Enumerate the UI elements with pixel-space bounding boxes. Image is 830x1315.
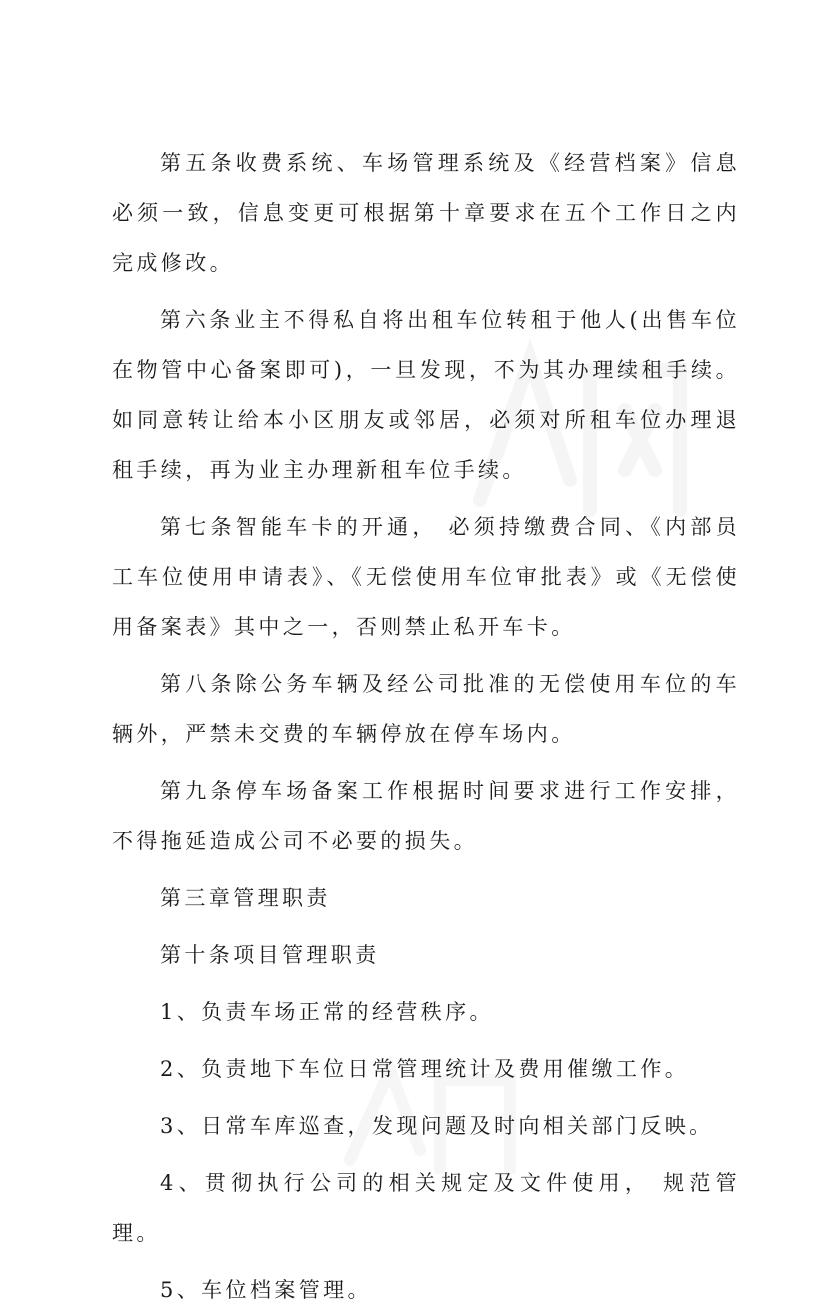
article-6-paragraph: 第六条业主不得私自将出租车位转租于他人(出售车位在物管中心备案即可)，一旦发现，不为其办理续租手续。如同意转让给本小区朋友或邻居，必须对所租车位办理退租手续，再为业主办理新租车位手续。 xyxy=(112,308,740,482)
duty-item-4: 4、贯彻执行公司的相关规定及文件使用， 规范管理。 xyxy=(112,1171,740,1245)
article-8-paragraph: 第八条除公务车辆及经公司批准的无偿使用车位的车辆外，严禁未交费的车辆停放在停车场内。 xyxy=(112,672,740,746)
article-5-paragraph: 第五条收费系统、车场管理系统及《经营档案》信息必须一致，信息变更可根据第十章要求在五个工作日之内完成修改。 xyxy=(112,151,740,275)
document-body xyxy=(112,138,740,1315)
duty-item-1: 1、负责车场正常的经营秩序。 xyxy=(160,1000,494,1024)
chapter-3-heading: 第三章管理职责 xyxy=(160,886,331,910)
duty-item-5: 5、车位档案管理。 xyxy=(160,1278,372,1302)
article-7-paragraph: 第七条智能车卡的开通， 必须持缴费合同、《内部员工车位使用申请表》、《无偿使用车位审批表》或《无偿使用备案表》其中之一，否则禁止私开车卡。 xyxy=(112,515,740,639)
duty-item-2: 2、负责地下车位日常管理统计及费用催缴工作。 xyxy=(160,1057,690,1081)
article-10-heading: 第十条项目管理职责 xyxy=(160,943,380,967)
duty-item-3: 3、日常车库巡查，发现问题及时向相关部门反映。 xyxy=(160,1114,714,1138)
article-9-paragraph: 第九条停车场备案工作根据时间要求进行工作安排，不得拖延造成公司不必要的损失。 xyxy=(112,779,740,853)
